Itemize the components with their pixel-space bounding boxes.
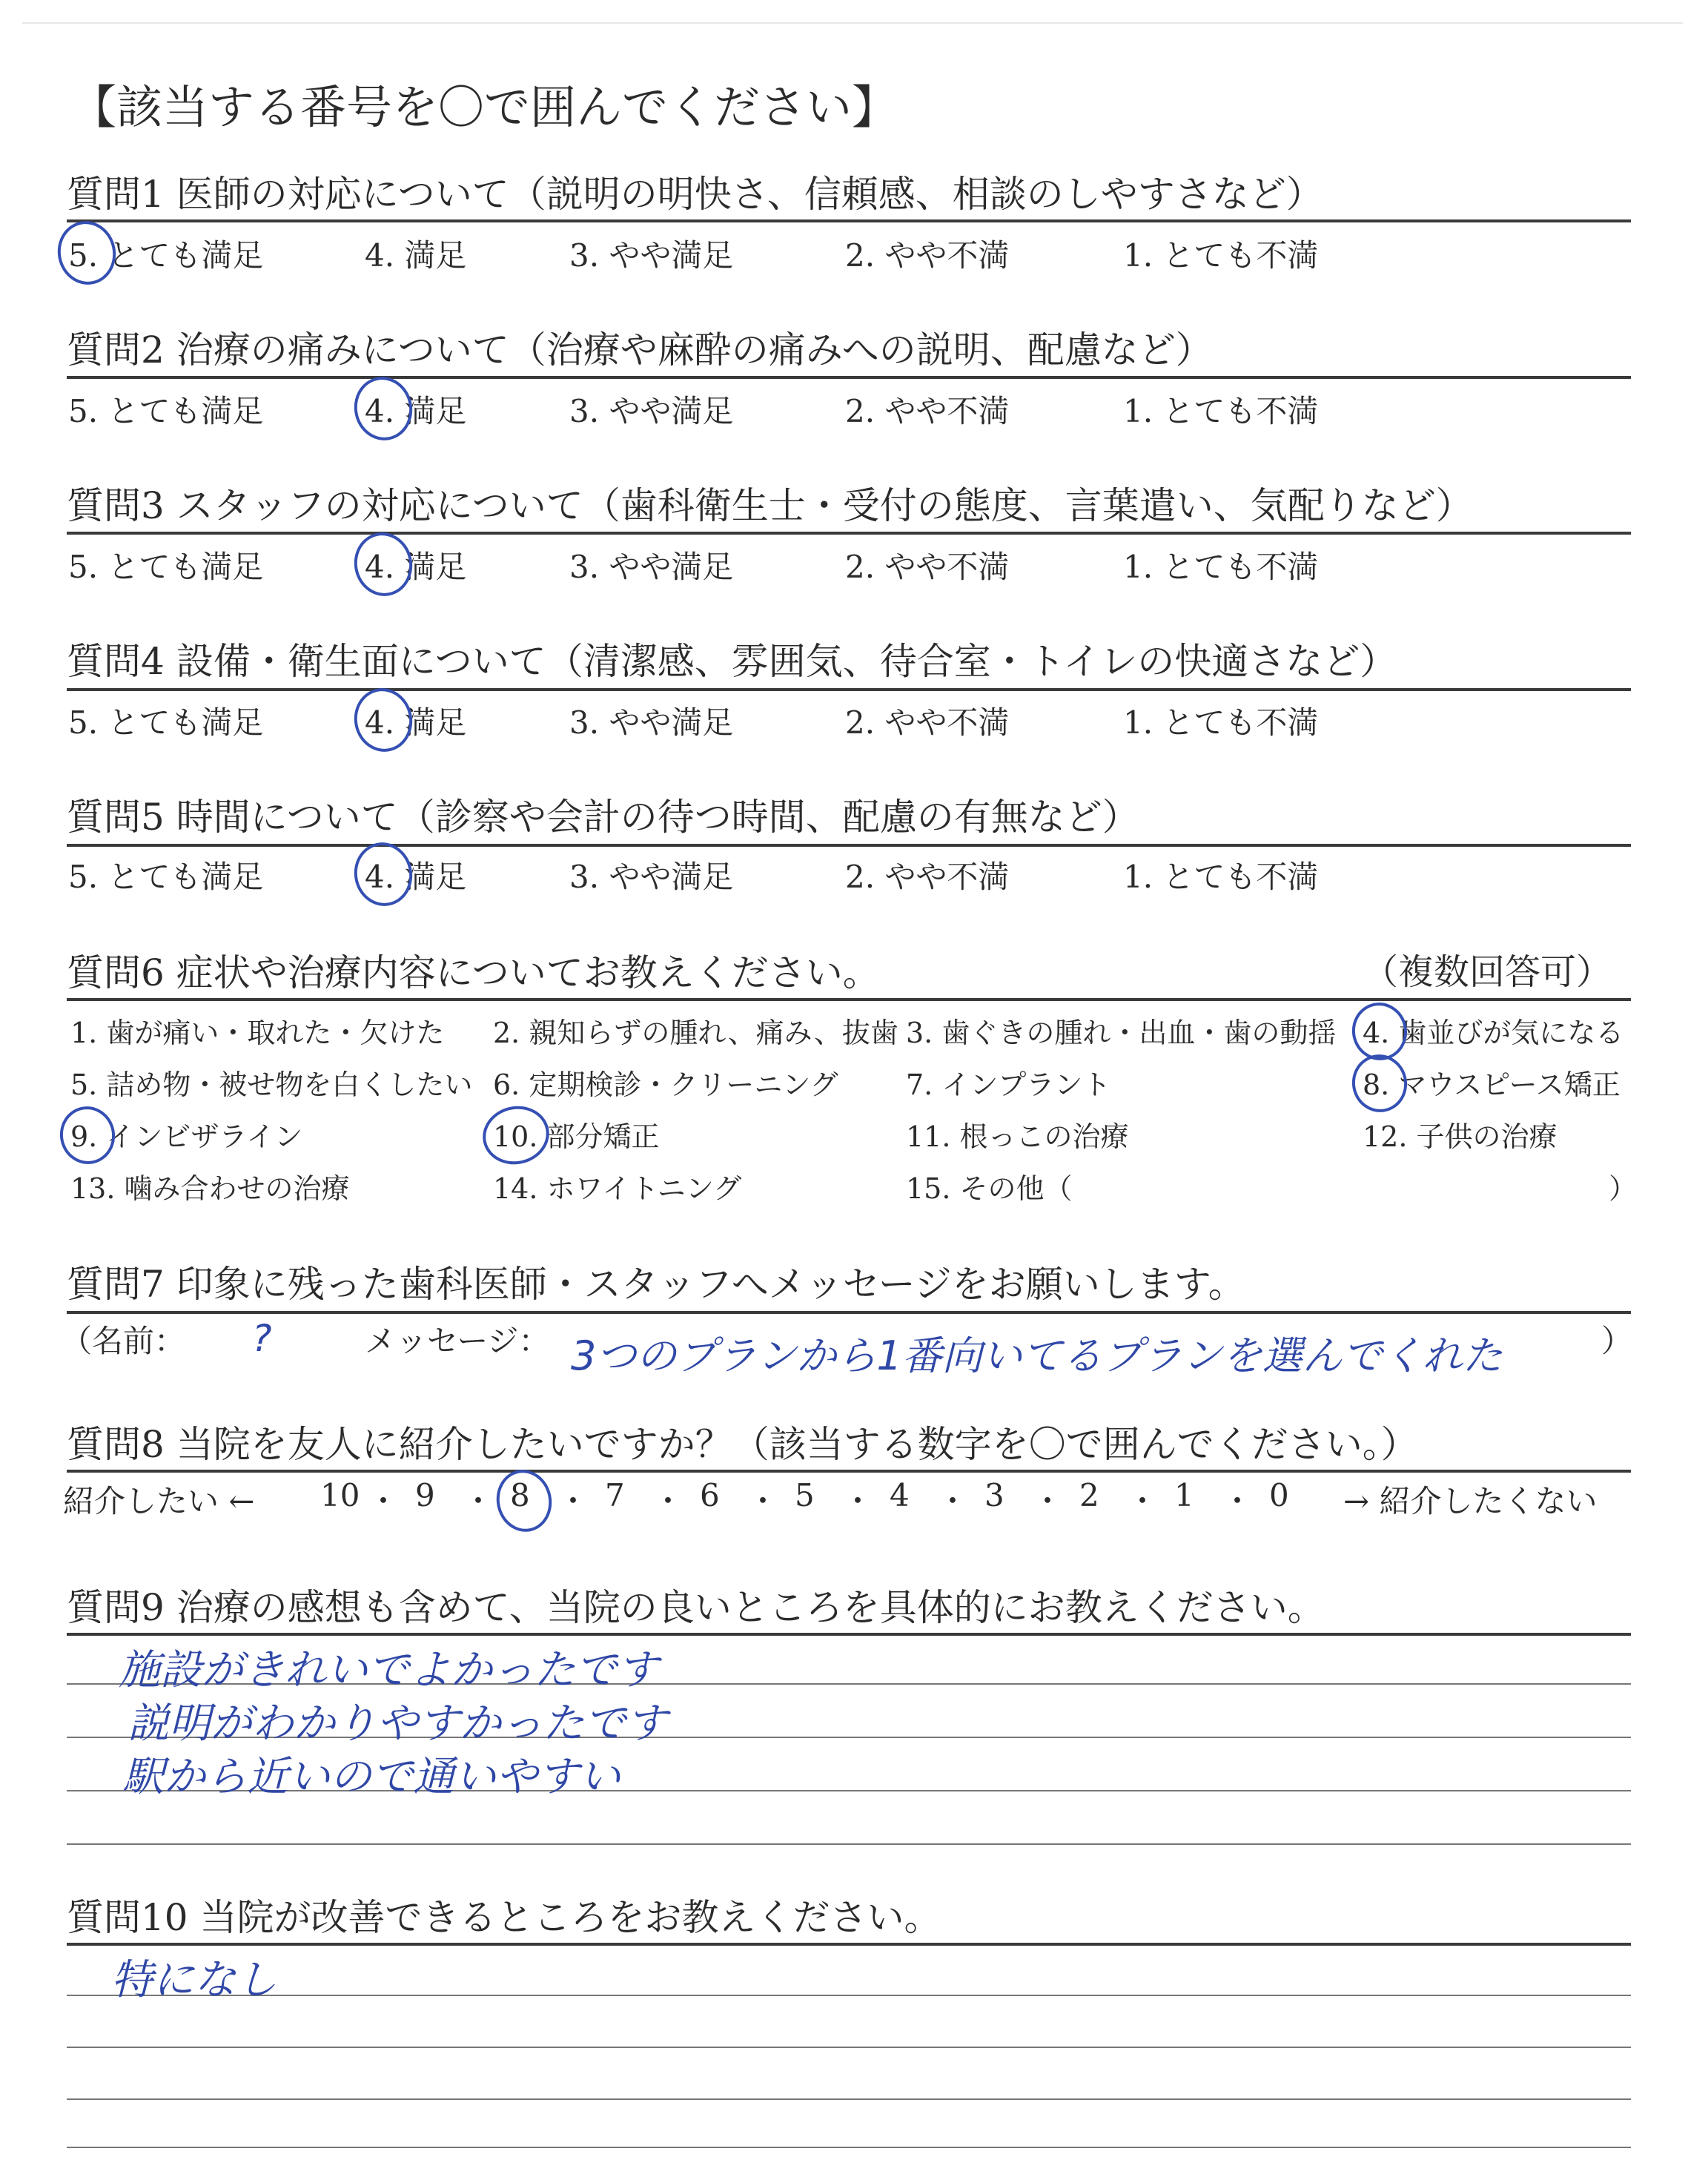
rating-option-3[interactable]: 3. やや満足 [569, 704, 734, 741]
symptom-option-14[interactable]: 14. ホワイトニング [493, 1172, 742, 1205]
name-label: （名前： [61, 1323, 186, 1359]
recommend-score-9[interactable]: 9 [415, 1477, 435, 1513]
question-4-title: 質問4 設備・衛生面について（清潔感、雰囲気、待合室・トイレの快適さなど） [67, 640, 1397, 683]
question-5-rule [67, 844, 1631, 847]
symptom-option-9[interactable]: 9. インビザライン [70, 1120, 303, 1153]
scale-separator: ・ [1222, 1483, 1254, 1519]
symptom-option-5[interactable]: 5. 詰め物・被せ物を白くしたい [70, 1069, 473, 1101]
rating-option-2[interactable]: 2. やや不満 [845, 859, 1010, 895]
recommend-score-8[interactable]: 8 [510, 1477, 530, 1513]
recommend-score-2[interactable]: 2 [1079, 1477, 1099, 1513]
answer-circle [348, 837, 418, 911]
rating-option-5[interactable]: 5. とても満足 [68, 393, 264, 429]
symptom-option-4[interactable]: 4. 歯並びが気になる [1363, 1017, 1624, 1049]
rating-option-5[interactable]: 5. とても満足 [68, 859, 264, 895]
question-10-title: 質問10 当院が改善できるところをお教えください。 [67, 1896, 941, 1939]
answer-circle [348, 371, 418, 446]
recommend-score-6[interactable]: 6 [700, 1477, 720, 1513]
answer-line [67, 2147, 1631, 2148]
symptom-option-10[interactable]: 10. 部分矯正 [493, 1120, 660, 1153]
symptom-option-2[interactable]: 2. 親知らずの腫れ、痛み、抜歯 [493, 1017, 898, 1049]
rating-option-4[interactable]: 4. 満足 [365, 237, 467, 274]
scale-separator: ・ [463, 1483, 494, 1519]
question-8-rule [67, 1470, 1631, 1473]
answer-text: 特になし [111, 1956, 277, 2004]
rating-option-1[interactable]: 1. とても不満 [1123, 549, 1319, 585]
recommend-score-5[interactable]: 5 [795, 1477, 815, 1513]
rating-option-4[interactable]: 4. 満足 [365, 859, 467, 895]
rating-option-5[interactable]: 5. とても満足 [68, 704, 264, 741]
rating-option-3[interactable]: 3. やや満足 [569, 393, 734, 429]
question-7-rule [67, 1311, 1631, 1314]
rating-option-4[interactable]: 4. 満足 [365, 549, 467, 585]
recommend-score-0[interactable]: 0 [1269, 1477, 1289, 1513]
answer-circle [55, 1101, 121, 1169]
symptom-option-6[interactable]: 6. 定期検診・クリーニング [493, 1069, 838, 1101]
recommend-left-label: 紹介したい ← [63, 1483, 255, 1519]
question-1-rule [67, 219, 1631, 222]
answer-circle [1347, 1049, 1413, 1117]
rating-option-2[interactable]: 2. やや不満 [845, 549, 1010, 585]
question-8-title: 質問8 当院を友人に紹介したいですか？（該当する数字を〇で囲んでください。） [67, 1423, 1418, 1466]
symptom-option-1[interactable]: 1. 歯が痛い・取れた・欠けた [70, 1017, 445, 1049]
recommend-right-label: → 紹介したくない [1343, 1483, 1598, 1519]
answer-circle [491, 1464, 557, 1537]
answer-circle [52, 216, 122, 290]
scale-separator: ・ [557, 1483, 589, 1519]
rating-option-1[interactable]: 1. とても不満 [1123, 237, 1319, 274]
question-6-rule [67, 998, 1631, 1001]
recommend-score-4[interactable]: 4 [890, 1477, 910, 1513]
recommend-score-7[interactable]: 7 [605, 1477, 625, 1513]
rating-option-3[interactable]: 3. やや満足 [569, 859, 734, 895]
message-close: ） [1601, 1323, 1633, 1359]
symptom-option-7[interactable]: 7. インプラント [906, 1069, 1111, 1101]
scale-separator: ・ [1032, 1483, 1064, 1519]
other-close: ） [1609, 1172, 1638, 1205]
question-9-rule [67, 1633, 1631, 1636]
symptom-option-11[interactable]: 11. 根っこの治療 [906, 1120, 1129, 1153]
rating-option-5[interactable]: 5. とても満足 [68, 549, 264, 585]
question-3-title: 質問3 スタッフの対応について（歯科衛生士・受付の態度、言葉遣い、気配りなど） [67, 484, 1473, 527]
symptom-option-15[interactable]: 15. その他（ [906, 1172, 1073, 1205]
scale-separator: ・ [937, 1483, 969, 1519]
scale-separator: ・ [1127, 1483, 1159, 1519]
recommend-score-1[interactable]: 1 [1174, 1477, 1194, 1513]
question-5-title: 質問5 時間について（診察や会計の待つ時間、配慮の有無など） [67, 796, 1139, 839]
answer-circle [348, 527, 418, 601]
question-6-note: （複数回答可） [1363, 951, 1612, 993]
question-9-title: 質問9 治療の感想も含めて、当院の良いところを具体的にお教えください。 [67, 1586, 1325, 1629]
scale-separator: ・ [368, 1483, 400, 1519]
question-7-title: 質問7 印象に残った歯科医師・スタッフへメッセージをお願いします。 [67, 1263, 1245, 1306]
answer-text: 駅から近いので通いやすい [122, 1753, 620, 1801]
rating-option-5[interactable]: 5. とても満足 [68, 237, 264, 274]
question-6-title: 質問6 症状や治療内容についてお教えください。 [67, 951, 880, 994]
question-1-title: 質問1 医師の対応について（説明の明快さ、信頼感、相談のしやすさなど） [67, 173, 1323, 216]
question-10-rule [67, 1943, 1631, 1946]
question-3-rule [67, 532, 1631, 535]
scale-separator: ・ [652, 1483, 684, 1519]
recommend-score-10[interactable]: 10 [320, 1477, 360, 1513]
question-4-rule [67, 688, 1631, 691]
rating-option-4[interactable]: 4. 満足 [365, 704, 467, 741]
answer-line [67, 1995, 1631, 1996]
question-2-rule [67, 376, 1631, 379]
rating-option-1[interactable]: 1. とても不満 [1123, 704, 1319, 741]
answer-text: 施設がきれいでよかったです [119, 1646, 658, 1694]
rating-option-4[interactable]: 4. 満足 [365, 393, 467, 429]
scan-edge [22, 22, 1683, 24]
rating-option-1[interactable]: 1. とても不満 [1123, 859, 1319, 895]
scale-separator: ・ [747, 1483, 779, 1519]
rating-option-2[interactable]: 2. やや不満 [845, 393, 1010, 429]
rating-option-1[interactable]: 1. とても不満 [1123, 393, 1319, 429]
page-title: 【該当する番号を〇で囲んでください】 [70, 80, 898, 134]
answer-circle [348, 683, 418, 757]
answer-circle [477, 1100, 555, 1170]
answer-text: 説明がわかりやすかったです [128, 1700, 667, 1748]
rating-option-3[interactable]: 3. やや満足 [569, 549, 734, 585]
answer-line [67, 2047, 1631, 2048]
symptom-option-12[interactable]: 12. 子供の治療 [1363, 1120, 1558, 1153]
answer-line [67, 1843, 1631, 1845]
symptom-option-8[interactable]: 8. マウスピース矯正 [1363, 1069, 1621, 1101]
recommend-score-3[interactable]: 3 [984, 1477, 1004, 1513]
scale-separator: ・ [842, 1483, 874, 1519]
symptom-option-3[interactable]: 3. 歯ぐきの腫れ・出血・歯の動揺 [906, 1017, 1337, 1049]
name-value: ? [252, 1317, 272, 1360]
question-2-title: 質問2 治療の痛みについて（治療や麻酔の痛みへの説明、配慮など） [67, 328, 1213, 371]
rating-option-2[interactable]: 2. やや不満 [845, 237, 1010, 274]
answer-line [67, 2098, 1631, 2100]
rating-option-3[interactable]: 3. やや満足 [569, 237, 734, 274]
message-value: 3つのプランから1番向いてるプランを選んでくれた [571, 1332, 1503, 1379]
rating-option-2[interactable]: 2. やや不満 [845, 704, 1010, 741]
symptom-option-13[interactable]: 13. 噛み合わせの治療 [70, 1172, 350, 1205]
message-label: メッセージ： [365, 1323, 550, 1359]
